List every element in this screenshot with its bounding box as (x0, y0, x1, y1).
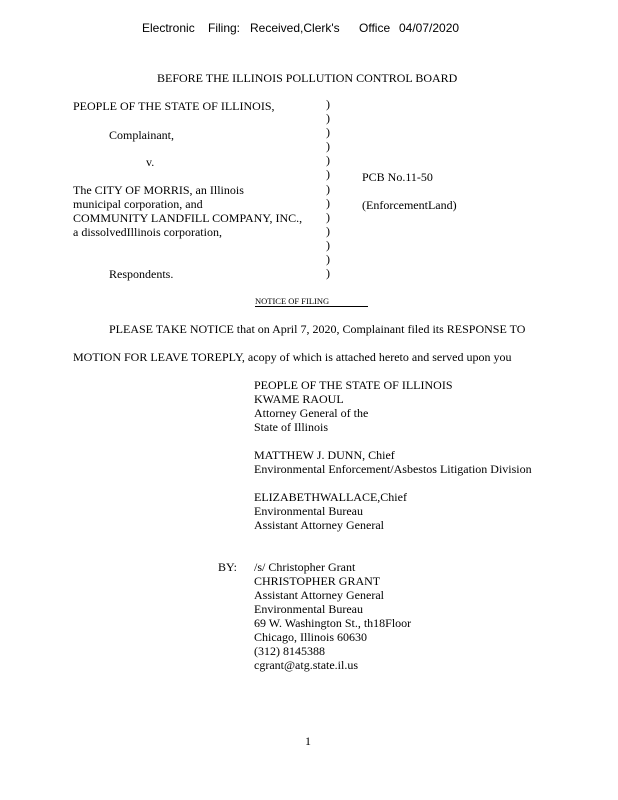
sig-block1-line1: PEOPLE OF THE STATE OF ILLINOIS (254, 378, 453, 392)
case-type: (EnforcementLand) (362, 198, 457, 212)
caption-paren: ) (326, 223, 330, 238)
board-title: BEFORE THE ILLINOIS POLLUTION CONTROL BOARD (157, 71, 458, 85)
sig-block1-line4: State of Illinois (254, 420, 328, 434)
caption-defendant-line1: The CITY OF MORRIS, an Illinois (73, 183, 244, 197)
caption-paren: ) (326, 209, 330, 224)
sig-block4-line5: 69 W. Washington St., th18Floor (254, 616, 412, 630)
sig-block1-line2: KWAME RAOUL (254, 392, 344, 406)
caption-paren: ) (326, 139, 330, 154)
caption-paren: ) (326, 153, 330, 168)
sig-block4-line1: /s/ Christopher Grant (254, 560, 356, 574)
caption-versus: v. (146, 155, 155, 169)
caption-defendant-line2: municipal corporation, and (73, 197, 203, 211)
caption-defendant-line3: COMMUNITY LANDFILL COMPANY, INC., (73, 211, 303, 225)
sig-block4-line4: Environmental Bureau (254, 602, 363, 616)
sig-block2-line1: MATTHEW J. DUNN, Chief (254, 448, 395, 462)
sig-block4-line8: cgrant@atg.state.il.us (254, 658, 359, 672)
caption-paren: ) (326, 111, 330, 126)
sig-block3-line3: Assistant Attorney General (254, 518, 384, 532)
caption-paren: ) (326, 167, 330, 182)
caption-paren: ) (326, 195, 330, 210)
sig-block3-line2: Environmental Bureau (254, 504, 363, 518)
caption-paren: ) (326, 181, 330, 196)
sig-block4-line3: Assistant Attorney General (254, 588, 384, 602)
caption-paren: ) (326, 125, 330, 140)
caption-paren: ) (326, 252, 330, 267)
case-number: PCB No.11-50 (362, 170, 433, 184)
caption-plaintiff: PEOPLE OF THE STATE OF ILLINOIS, (73, 99, 275, 113)
caption-parenthesis-column (326, 97, 330, 280)
sig-block4-line6: Chicago, Illinois 60630 (254, 630, 367, 644)
caption-paren: ) (326, 237, 330, 252)
filing-header-received: Received,Clerk's (250, 21, 340, 35)
filing-header-electronic: Electronic (142, 21, 195, 35)
sig-block4-line7: (312) 8145388 (254, 644, 325, 658)
caption-paren: ) (326, 97, 330, 111)
filing-header-date: 04/07/2020 (399, 21, 460, 35)
caption-paren: ) (326, 266, 330, 281)
body-line-1: PLEASE TAKE NOTICE that on April 7, 2020, Complainant filed its RESPONSE TO (109, 322, 526, 336)
by-label: BY: (218, 560, 237, 574)
caption-defendant-line4: a dissolvedIllinois corporation, (73, 225, 222, 239)
caption-plaintiff-role: Complainant, (109, 128, 174, 142)
caption-defendant-role: Respondents. (109, 267, 174, 281)
filing-header-office: Office (359, 21, 391, 35)
sig-block4-line2: CHRISTOPHER GRANT (254, 574, 381, 588)
sig-block3-line1: ELIZABETHWALLACE,Chief (254, 490, 407, 504)
filing-header-filing: Filing: (208, 21, 241, 35)
page-number: 1 (305, 734, 311, 748)
sig-block1-line3: Attorney General of the (254, 406, 369, 420)
sig-block2-line2: Environmental Enforcement/Asbestos Litigation Division (254, 462, 532, 476)
body-line-2: MOTION FOR LEAVE TOREPLY, acopy of which is attached hereto and served upon you (73, 350, 512, 364)
notice-title: NOTICE OF FILING (255, 296, 368, 307)
